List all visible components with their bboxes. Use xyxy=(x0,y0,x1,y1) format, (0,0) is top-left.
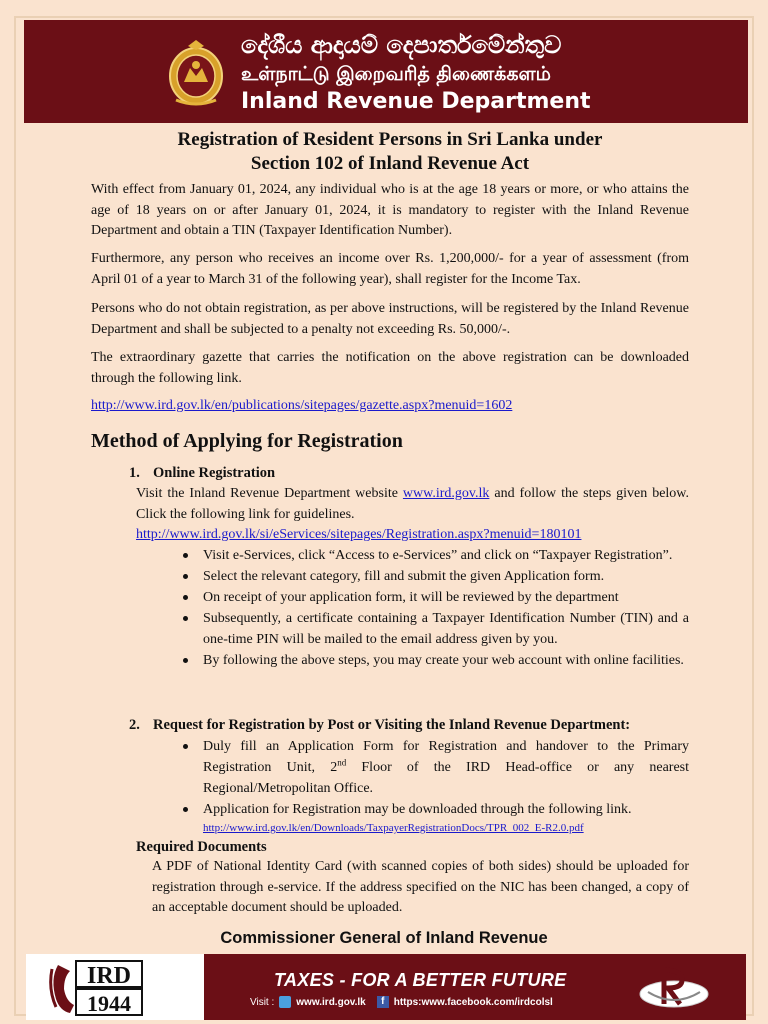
header-sinhala-title: දේශීය ආදායම් දෙපාර්තමේන්තුව xyxy=(241,31,562,59)
list-item xyxy=(181,736,689,799)
header-tamil-title: உள்நாட்டு இறைவரித் திணைக்களம் xyxy=(241,63,551,85)
list-item: Select the relevant category, fill and submit the given Application form. xyxy=(181,566,689,587)
header-titles xyxy=(241,30,591,116)
sri-lanka-emblem-icon xyxy=(166,38,226,108)
post-steps-list xyxy=(181,736,689,836)
facebook-icon: f xyxy=(377,996,389,1008)
ird-1944-logo-icon xyxy=(48,959,148,1017)
online-instructions xyxy=(136,484,689,525)
method-heading: Method of Applying for Registration xyxy=(91,430,403,452)
online-steps-list xyxy=(181,545,689,671)
online-registration-heading: Online Registration xyxy=(153,465,276,481)
list-item: By following the above steps, you may create your web account with online facilities. xyxy=(181,650,689,671)
application-form-link[interactable]: http://www.ird.gov.lk/en/Downloads/TaxpayerRegistrationDocs/TPR_002_E-R2.0.pdf xyxy=(203,822,584,834)
ird-logo-text: IRD xyxy=(86,963,132,989)
footer-slogan: TAXES - FOR A BETTER FUTURE xyxy=(274,970,567,990)
list-item: On receipt of your application form, it will be reviewed by the department xyxy=(181,587,689,608)
footer-website-link[interactable]: www.ird.gov.lk xyxy=(296,996,366,1008)
intro-paragraph-4: The extraordinary gazette that carries the notification on the above registration can be downloaded through the following link. xyxy=(91,350,689,386)
online-number: 1. xyxy=(129,465,140,481)
intro-paragraph-2: Furthermore, any person who receives an income over Rs. 1,200,000/- for a year of assessment (from April 01 of a year to March 31 of the following year), shall register for the Income Tax. xyxy=(91,251,689,287)
online-text-before: Visit the Inland Revenue Department website xyxy=(136,486,403,501)
gazette-link[interactable]: http://www.ird.gov.lk/en/publications/sitepages/gazette.aspx?menuid=1602 xyxy=(91,398,513,413)
footer-banner xyxy=(204,954,746,1020)
required-documents-text: A PDF of National Identity Card (with scanned copies of both sides) should be uploaded for registration through e-service. If the address specified on the NIC has been changed, a copy of an acceptable document should be uploaded. xyxy=(152,859,689,915)
visit-label: Visit : xyxy=(250,996,275,1008)
post-number: 2. xyxy=(129,717,140,733)
list-item: Subsequently, a certificate containing a Taxpayer Identification Number (TIN) and a one-time PIN will be mailed to the email address given by you. xyxy=(181,608,689,650)
list-item xyxy=(181,799,689,836)
intro-paragraph-3: Persons who do not obtain registration, as per above instructions, will be registered by the Inland Revenue Department and shall be subjected to a penalty not exceeding Rs. 50,000/-. xyxy=(91,301,689,337)
bullet-text: Application for Registration may be downloaded through the following link. xyxy=(203,802,632,817)
ird-r-logo-icon xyxy=(634,964,714,1012)
document-title xyxy=(60,128,720,176)
globe-icon xyxy=(279,996,291,1008)
footer-contact-row xyxy=(250,996,559,1008)
bullet-text: Floor of the IRD Head-office or any nearest Regional/Metropolitan Office. xyxy=(203,760,689,796)
bullet-text: Duly fill an Application Form for Registration and handover to the Primary Registration Unit, 2 xyxy=(203,739,689,775)
ordinal-superscript: nd xyxy=(337,757,347,768)
header-english-title: Inland Revenue Department xyxy=(241,89,591,114)
post-registration-heading: Request for Registration by Post or Visiting the Inland Revenue Department: xyxy=(153,717,631,733)
ird-logo-year: 1944 xyxy=(87,991,131,1016)
intro-paragraph-1: With effect from January 01, 2024, any individual who is at the age 18 years or more, or who attains the age of 18 years on or after January 01, 2024, it is mandatory to register with the Inland Revenue Department and obtain a TIN (Taxpayer Identification Number). xyxy=(91,182,689,238)
ird-website-link[interactable]: www.ird.gov.lk xyxy=(402,486,490,501)
footer-facebook-link[interactable]: https:www.facebook.com/irdcolsl xyxy=(393,996,553,1008)
signatory-title: Commissioner General of Inland Revenue xyxy=(220,929,548,947)
registration-guide-link[interactable]: http://www.ird.gov.lk/si/eServices/sitepages/Registration.aspx?menuid=180101 xyxy=(136,527,582,542)
online-text-after: and follow the steps given below. Click the following link for guidelines. xyxy=(136,486,689,522)
required-documents-heading: Required Documents xyxy=(136,839,267,855)
title-line-2: Section 102 of Inland Revenue Act xyxy=(250,153,530,174)
title-line-1: Registration of Resident Persons in Sri Lanka under xyxy=(177,129,603,150)
list-item: Visit e-Services, click “Access to e-Services” and click on “Taxpayer Registration”. xyxy=(181,545,689,566)
